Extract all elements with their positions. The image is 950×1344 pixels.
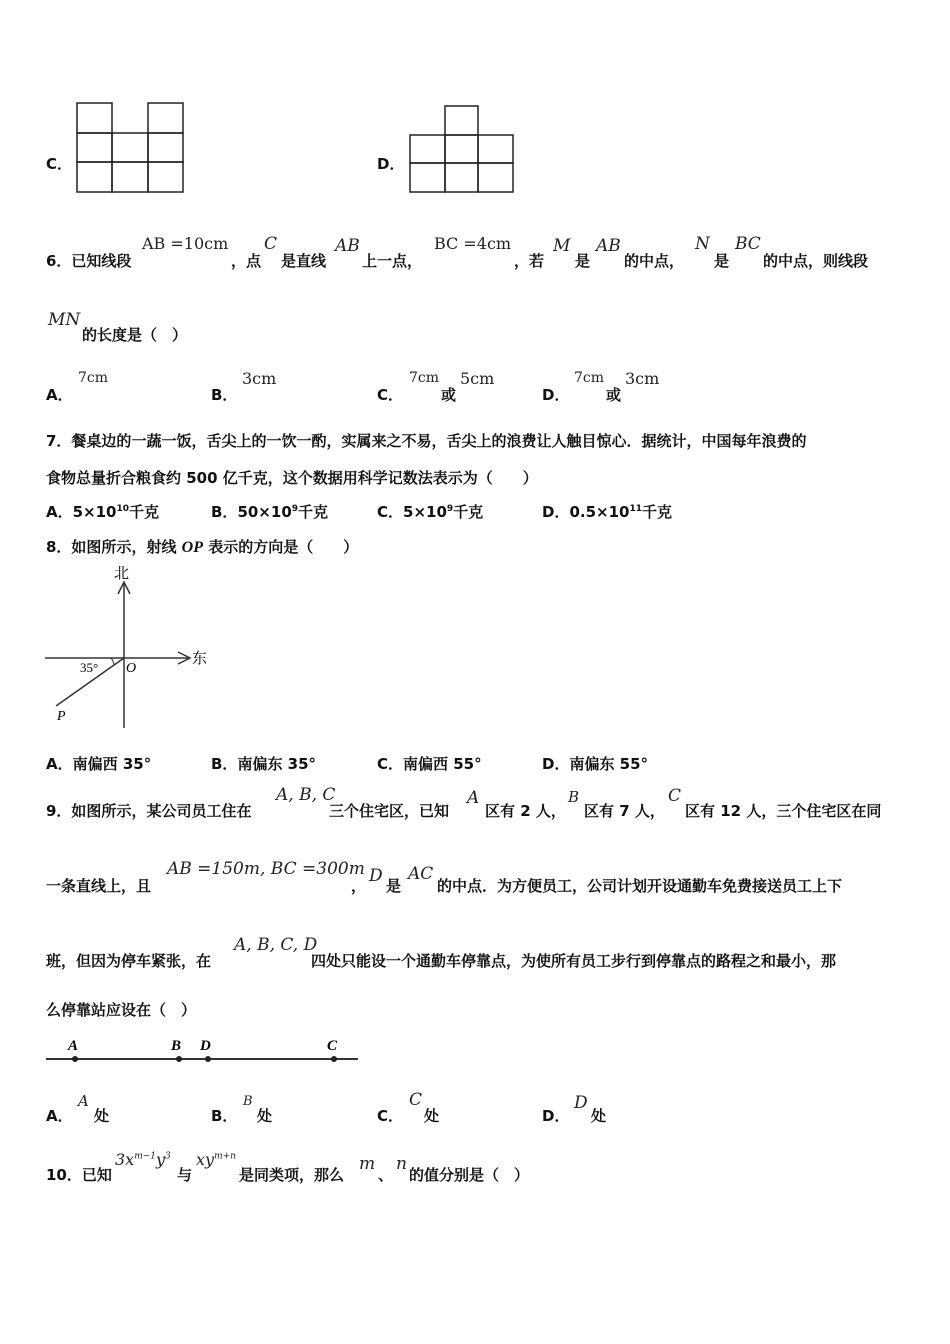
q10-stem-start: 10．已知 <box>46 1166 112 1184</box>
east-label: 东 <box>192 651 208 667</box>
q9-option-b-var: B <box>243 1094 253 1109</box>
q9-option-c-var: C <box>409 1090 423 1110</box>
q7-stem-line1: 7．餐桌边的一蔬一饭，舌尖上的一饮一酌，实属来之不易，舌尖上的浪费让人触目惊心．据统计，中国每年浪费的 <box>46 432 807 450</box>
q6-var-ab: AB <box>335 236 360 256</box>
label-d: D <box>200 1038 211 1054</box>
q6-text: 的中点，则线段 <box>763 252 869 270</box>
q9-text: 是 <box>386 877 402 895</box>
q6-text: 是直线 <box>281 252 327 270</box>
q9-text: 么停靠站应设在（ ） <box>46 1001 197 1019</box>
point-b <box>176 1056 182 1062</box>
point-c <box>331 1056 337 1062</box>
q6-var-mn: MN <box>48 310 81 330</box>
q6-text: 是 <box>575 252 591 270</box>
q9-text: 区有 7 人， <box>584 802 665 820</box>
q6-text: 的长度是（ ） <box>82 326 188 344</box>
q6-ab-expression: AB =10cm <box>142 234 229 253</box>
q9-option-a: A． <box>46 1107 73 1125</box>
option-c-label: C． <box>46 155 73 173</box>
q9-option-c-suffix: 处 <box>424 1107 440 1125</box>
q6-option-c: C． <box>377 386 404 404</box>
q9-option-b: B． <box>211 1107 238 1125</box>
q6-option-d: D． <box>542 386 570 404</box>
angle-arc <box>111 658 114 665</box>
q6-option-c-value1: 7cm <box>409 370 440 386</box>
option-d-grid-figure <box>409 104 515 194</box>
q6-option-a: A． <box>46 386 73 404</box>
q6-option-d-value1: 7cm <box>574 370 605 386</box>
q6-text: 的中点， <box>624 252 685 270</box>
q10-text: 与 <box>177 1166 193 1184</box>
point-p-label: P <box>57 709 66 724</box>
q9-var-d: D <box>369 866 383 886</box>
q10-term1: $3x^{m-1}y^3$ <box>115 1150 171 1169</box>
q8-option-b: B．南偏东 35° <box>211 755 317 773</box>
q9-option-a-var: A <box>78 1092 89 1110</box>
q8-option-a: A．南偏西 35° <box>46 755 152 773</box>
q9-var-a: A <box>467 788 480 808</box>
origin-label: O <box>126 661 137 676</box>
q9-text: 四处只能设一个通勤车停靠点，为使所有员工步行到停靠点的路程之和最小，那 <box>311 952 837 970</box>
q9-text: ， <box>351 877 367 895</box>
q8-direction-figure <box>40 562 220 734</box>
q6-option-d-value2: 3cm <box>625 369 660 388</box>
q6-bc-expression: BC =4cm <box>434 234 512 253</box>
q9-text: 区有 12 人，三个住宅区在同 <box>685 802 882 820</box>
point-a <box>72 1056 78 1062</box>
q6-var-c: C <box>264 234 278 254</box>
q6-option-a-value: 7cm <box>78 370 109 386</box>
q9-text: 三个住宅区，已知 <box>329 802 450 820</box>
q6-var-n: N <box>695 234 710 254</box>
q6-var-ab: AB <box>596 236 621 256</box>
q9-var-c: C <box>668 786 682 806</box>
q9-option-d-suffix: 处 <box>591 1107 607 1125</box>
q9-option-d-var: D <box>574 1093 588 1113</box>
q8-option-d: D．南偏东 55° <box>542 755 649 773</box>
q9-text: 区有 2 人， <box>485 802 566 820</box>
q7-option-a: A．$5\times 10^{10}$千克 <box>46 503 160 521</box>
q9-stem-start: 9．如图所示，某公司员工住在 <box>46 802 252 820</box>
q6-text: ，若 <box>514 252 545 270</box>
q6-text: 上一点， <box>362 252 423 270</box>
q9-option-b-suffix: 处 <box>257 1107 273 1125</box>
q6-option-c-value2: 5cm <box>460 369 495 388</box>
q6-text: ，点 <box>231 252 262 270</box>
q6-text: 是 <box>714 252 730 270</box>
q10-separator: 、 <box>378 1166 394 1184</box>
q9-option-c: C． <box>377 1107 404 1125</box>
q6-var-bc: BC <box>735 234 761 254</box>
q9-distance-expression: AB =150m, BC =300m <box>167 859 365 879</box>
angle-label: 35° <box>80 660 99 675</box>
q6-option-c-or: 或 <box>441 386 457 404</box>
q9-var-ac: AC <box>408 864 434 884</box>
q7-stem-line2: 食物总量折合粮食约 500 亿千克，这个数据用科学记数法表示为（ ） <box>46 469 538 487</box>
q7-option-c: C．$5\times 10^9$千克 <box>377 503 484 521</box>
option-c-grid-figure <box>76 102 186 194</box>
label-a: A <box>68 1038 79 1054</box>
q9-var-abc: A, B, C <box>276 785 336 805</box>
q6-stem-start: 6．已知线段 <box>46 252 132 270</box>
q9-var-b: B <box>568 788 580 806</box>
label-c: C <box>327 1038 338 1054</box>
q10-text: 的值分别是（ ） <box>409 1166 530 1184</box>
option-d-label: D． <box>377 155 405 173</box>
q7-option-b: B．$50\times 10^9$千克 <box>211 503 329 521</box>
q6-option-b: B． <box>211 386 238 404</box>
point-d <box>205 1056 211 1062</box>
label-b: B <box>171 1038 182 1054</box>
q10-var-n: n <box>396 1154 407 1174</box>
q10-term2: $xy^{m+n}$ <box>196 1150 236 1169</box>
north-label: 北 <box>114 566 130 582</box>
q9-option-a-suffix: 处 <box>94 1107 110 1125</box>
q8-option-c: C．南偏西 55° <box>377 755 482 773</box>
q6-option-b-value: 3cm <box>242 369 277 388</box>
q10-var-m: m <box>359 1154 376 1174</box>
q9-text: 一条直线上，且 <box>46 877 152 895</box>
q6-var-m: M <box>553 236 571 256</box>
q10-text: 是同类项，那么 <box>239 1166 345 1184</box>
q9-number-line-figure <box>44 1032 364 1068</box>
q9-var-abcd: A, B, C, D <box>234 935 318 955</box>
q9-text: 的中点．为方便员工，公司计划开设通勤车免费接送员工上下 <box>437 877 843 895</box>
q9-text: 班，但因为停车紧张，在 <box>46 952 212 970</box>
q8-stem: 8．如图所示，射线 OP 表示的方向是（ ） <box>46 538 359 556</box>
q7-option-d: D．$0.5\times 10^{11}$千克 <box>542 503 673 521</box>
q6-option-d-or: 或 <box>606 386 622 404</box>
q9-option-d: D． <box>542 1107 570 1125</box>
